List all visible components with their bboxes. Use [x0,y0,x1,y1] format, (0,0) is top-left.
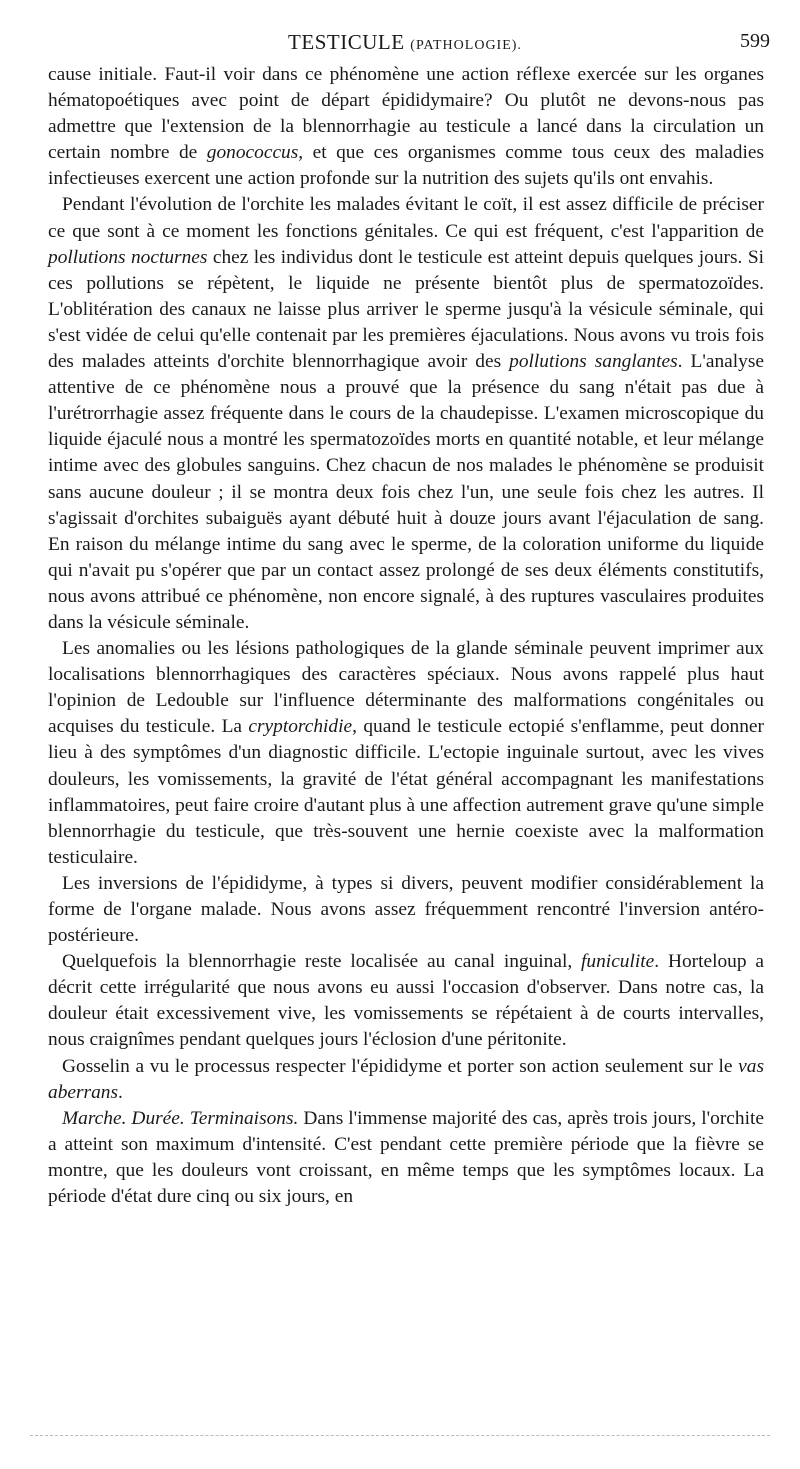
running-header [40,30,770,58]
text-run: chez les individus dont le testicule est atteint depuis quelques jours. Si ces pollutions se répètent, le liquide ne présente bientôt plus de spermatozoïdes. L'oblitération des canaux ne laisse plus arriver le sperme jusqu'à la vésicule séminale, qui s'est vidée de celui qu'elle contenait par les premières éjaculations. Nous avons vu trois fois des malades atteints d'orchite blennorrhagique avoir des [48,246,764,373]
header-title: TESTICULE [288,30,405,54]
text-run: . L'analyse attentive de ce phénomène nous a prouvé que la présence du sang n'était pas due à l'urétrorrhagie assez fréquente dans le cours de la chaudepisse. L'examen microscopique du liquide éjaculé nous a montré les spermatozoïdes morts en quantité notable, et leur mélange intime avec des globules sanguins. Chez chacun de nos malades le phénomène se produisit sans aucune douleur ; il se montra deux fois chez l'un, une seule fois chez les autres. Il s'agissait d'orchites subaiguës ayant débuté huit à douze jours avant l'éjaculation de sang. En raison du mélange intime du sang avec le sperme, de la coloration uniforme du liquide qui n'avait pu s'opérer que par un contact assez prolongé de ses deux éléments constitutifs, nous avons attribué ce phénomène, non encore signalé, à des ruptures vasculaires produites dans la vésicule séminale. [48,351,764,633]
header-subtitle: (PATHOLOGIE). [410,38,522,53]
italic-text: gonococcus [206,142,299,164]
text-run: Pendant l'évolution de l'orchite les malades évitant le coït, il est assez difficile de préciser ce que sont à ce moment les fonctions génitales. Ce qui est fréquent, c'est l'apparition de [48,194,764,242]
italic-text: pollutions sanglantes [509,351,678,373]
italic-text: pollutions nocturnes [48,246,208,268]
text-run: Dans l'immense majorité des cas, après trois jours, l'orchite a atteint son maximum d'intensité. C'est pendant cette première période que la fièvre se montre, que les douleurs vont croissant, en même temps que les symptômes locaux. La période d'état dure cinq ou six jours, en [48,1107,764,1208]
italic-text: funiculite [581,951,655,973]
body-text [48,62,764,1210]
text-run: . Horteloup a décrit cette irrégularité que nous avons eu aussi l'occasion d'observer. Dans notre cas, la douleur était excessivement vive, les vomissements se répétaient à de courts intervalles, nous craignîmes pendant quelques jours l'éclosion d'une péritonite. [48,951,764,1051]
text-run: Les anomalies ou les lésions pathologiques de la glande séminale peuvent imprimer aux localisations blennorrhagiques des caractères spéciaux. Nous avons rappelé plus haut l'opinion de Ledouble sur l'influence déterminante des malformations congénitales ou acquises du testicule. La [48,638,764,738]
italic-text: vas aberrans [48,1055,764,1103]
paragraph-4 [48,871,764,949]
paragraph-1 [48,62,764,192]
page-number: 599 [740,30,770,52]
paragraph-6 [48,1054,764,1106]
text-run: Quelquefois la blennorrhagie reste localisée au canal inguinal, [62,951,582,973]
text-run: Les inversions de l'épididyme, à types si divers, peuvent modifier considérablement la forme de l'organe malade. Nous avons assez fréquemment rencontré l'inversion antéro-postérieure. [48,872,764,947]
text-run: cause initiale. Faut-il voir dans ce phénomène une action réflexe exercée sur les organes hématopoétiques avec point de départ épididymaire? Ou plutôt ne devons-nous pas admettre que l'extension de la blennorrhagie au testicule a lancé dans la circulation un certain nombre de [48,64,764,164]
bottom-rule [30,1435,770,1436]
text-run: , et que ces organismes comme tous ceux des maladies infectieuses exercent une action profonde sur la nutrition des sujets qu'ils ont envahis. [48,142,765,190]
paragraph-2 [48,192,764,636]
paragraph-5 [48,949,764,1053]
text-run: . [118,1081,123,1103]
text-run: , quand le testicule ectopié s'enflamme, peut donner lieu à des symptômes d'un diagnostic difficile. L'ectopie inguinale surtout, avec les vives douleurs, les vomissements, la gravité de l'état général accompagnant les manifestations inflammatoires, peut faire croire d'autant plus à une affection autrement grave qu'une simple blennorrhagie du testicule, que très-souvent une hernie coexiste avec la malformation testiculaire. [48,716,764,868]
italic-text: cryptorchidie [248,716,353,738]
italic-text: Marche. Durée. Terminaisons. [62,1107,299,1129]
paragraph-3 [48,636,764,871]
paragraph-7 [48,1106,764,1210]
running-title [40,30,770,55]
text-run: Gosselin a vu le processus respecter l'épididyme et porter son action seulement sur le [62,1055,739,1077]
